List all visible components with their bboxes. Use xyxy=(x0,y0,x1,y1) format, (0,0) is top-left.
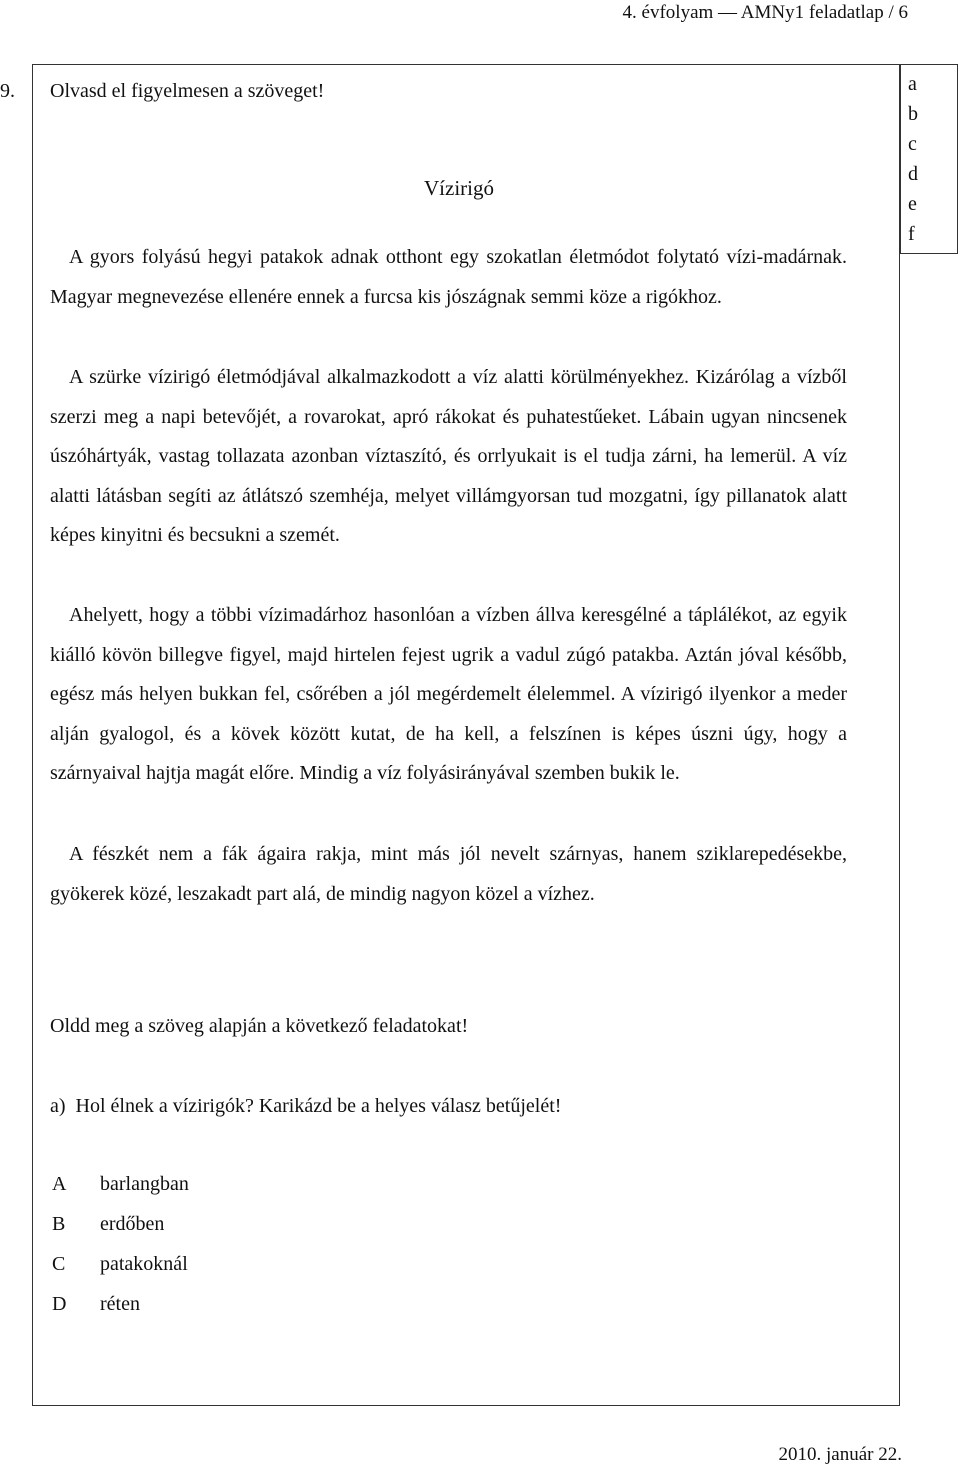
question-a xyxy=(50,1095,561,1118)
score-letter-a: a xyxy=(908,73,917,95)
question-a-label: a) xyxy=(50,1095,66,1117)
paragraph-3: Ahelyett, hogy a többi vízimadárhoz hasonlóan a vízben állva keresgélné a táplálékot, az egyik kiálló kövön billegve figyel, majd hirtelen fejest ugrik a vadul zúgó patakba. Aztán jóval később, egész más helyen bukkan fel, csőrében a jól megérdemelt élelemmel. A vízirigó ilyenkor a meder alján gyalogol, és a kövek között kutat, de ha kell, a felszínen is képes úszni úgy, hogy a szárnyaival hajtja magát előre. Mindig a víz folyásirányával szemben bukik le. xyxy=(50,604,847,784)
question-a-text: Hol élnek a vízirigók? Karikázd be a helyes válasz betűjelét! xyxy=(75,1095,562,1117)
footer-date: 2010. január 22. xyxy=(778,1444,902,1465)
option-letter-c[interactable]: C xyxy=(52,1253,66,1275)
option-letter-d[interactable]: D xyxy=(52,1293,67,1315)
score-box xyxy=(900,64,958,254)
task-intro: Olvasd el figyelmesen a szöveget! xyxy=(50,80,325,102)
score-letter-f: f xyxy=(908,223,915,245)
paragraph-1: A gyors folyású hegyi patakok adnak otthont egy szokatlan életmódot folytató vízi-madárnak. Magyar megnevezése ellenére ennek a furcsa kis jószágnak semmi köze a rigókhoz. xyxy=(50,246,847,308)
instruction: Oldd meg a szöveg alapján a következő feladatokat! xyxy=(50,1015,469,1037)
text-title: Vízirigó xyxy=(424,176,494,200)
option-text-b: erdőben xyxy=(100,1213,165,1235)
option-letter-a[interactable]: A xyxy=(52,1173,67,1195)
task-number: 9. xyxy=(0,80,15,102)
option-text-c: patakoknál xyxy=(100,1253,188,1275)
option-text-a: barlangban xyxy=(100,1173,189,1195)
score-letter-c: c xyxy=(908,133,917,155)
paragraph-2: A szürke vízirigó életmódjával alkalmazkodott a víz alatti körülményekhez. Kizárólag a vízből szerzi meg a napi betevőjét, a rovarokat, apró rákokat és puhatestűeket. Lábain ugyan nincsenek úszóhártyák, vastag tollazata azonban víztaszító, és orrlyukait is el tudja zárni, ha lemerül. A víz alatti látásban segíti az átlátszó szemhéja, melyet villámgyorsan tud mozgatni, így pillanatok alatt képes kinyitni és becsukni a szemét. xyxy=(50,366,847,546)
page-header: 4. évfolyam — AMNy1 feladatlap / 6 xyxy=(622,2,908,23)
score-letter-d: d xyxy=(908,163,918,185)
score-letter-b: b xyxy=(908,103,918,125)
option-letter-b[interactable]: B xyxy=(52,1213,66,1235)
score-letter-e: e xyxy=(908,193,917,215)
option-text-d: réten xyxy=(100,1293,140,1315)
paragraph-4: A fészkét nem a fák ágaira rakja, mint más jól nevelt szárnyas, hanem sziklarepedésekbe, gyökerek közé, leszakadt part alá, de mindig nagyon közel a vízhez. xyxy=(50,843,847,905)
